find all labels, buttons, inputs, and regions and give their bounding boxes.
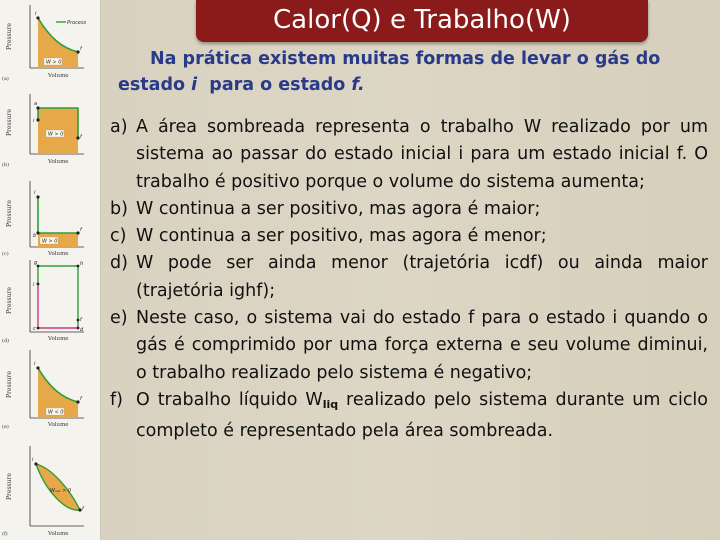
svg-text:(d): (d)	[2, 338, 10, 344]
svg-text:Volume: Volume	[48, 159, 69, 165]
list-item	[110, 223, 708, 250]
svg-text:(f): (f)	[2, 531, 8, 537]
list-item	[110, 305, 708, 387]
list-item	[110, 114, 708, 196]
svg-text:i: i	[32, 457, 34, 463]
list-item-text: W pode ser ainda menor (trajetória icdf) ou ainda maior (trajetória ighf);	[136, 253, 708, 301]
list-item-text: O trabalho líquido $W_{liq}$ realizado pelo sistema durante um ciclo completo é representado pela área sombreada.	[136, 389, 709, 442]
svg-text:i: i	[35, 11, 37, 17]
subtitle-line-1: Na prática existem muitas formas de levar o gás do	[150, 49, 661, 69]
pv-diagram-e	[0, 346, 100, 436]
list-marker: a)	[110, 117, 128, 137]
pv-diagram-b	[0, 90, 100, 180]
process-path	[38, 197, 78, 233]
svg-text:Volume: Volume	[48, 251, 69, 257]
list-item	[110, 250, 708, 305]
list-item-text: Neste caso, o sistema vai do estado f para o estado i quando o gás é comprimido por uma força externa e seu volume diminui, o trabalho realizado pelo sistema é negativo;	[136, 308, 708, 383]
page-title: Calor(Q) e Trabalho(W)	[196, 0, 648, 42]
svg-text:Volume: Volume	[48, 422, 69, 428]
pv-diagram-d	[0, 258, 100, 348]
pv-diagram-a	[0, 0, 100, 90]
svg-text:i: i	[34, 361, 36, 367]
svg-text:f: f	[80, 227, 82, 233]
svg-text:Pressure: Pressure	[6, 109, 13, 136]
legend-label: Process	[67, 20, 87, 26]
svg-text:Pressure: Pressure	[6, 371, 13, 398]
svg-text:Pressure: Pressure	[6, 200, 13, 227]
subtitle-line-2: estado i para o estado f.	[118, 75, 365, 95]
svg-text:a: a	[34, 101, 38, 107]
svg-text:c: c	[33, 326, 36, 332]
y-axis-label: Pressure	[6, 23, 13, 50]
subscript-liq: liq	[322, 397, 339, 411]
svg-text:Pressure: Pressure	[6, 287, 13, 314]
explanation-list	[110, 114, 708, 446]
svg-text:(c): (c)	[2, 251, 9, 257]
svg-text:(e): (e)	[2, 424, 9, 430]
panel-label: (a)	[2, 76, 9, 82]
svg-text:i: i	[34, 190, 36, 196]
subtitle	[118, 46, 678, 98]
svg-text:d: d	[80, 327, 84, 333]
pv-diagram-f	[0, 440, 100, 540]
svg-text:g: g	[34, 260, 38, 266]
list-marker: b)	[110, 198, 128, 219]
pv-diagram-c	[0, 175, 100, 265]
svg-text:Volume: Volume	[48, 336, 69, 342]
svg-text:f: f	[80, 317, 82, 323]
list-marker: c)	[110, 226, 127, 247]
svg-text:W > 0: W > 0	[48, 131, 64, 138]
svg-text:Pressure: Pressure	[6, 473, 13, 500]
list-marker: f)	[110, 389, 123, 410]
svg-text:f: f	[80, 46, 82, 52]
pv-diagrams-strip	[0, 0, 101, 540]
list-item-text: A área sombreada representa o trabalho W realizado por um sistema ao passar do estado inicial i para um estado inicial f. O trabalho é positivo porque o volume do sistema aumenta;	[136, 117, 708, 192]
svg-text:Wₙₑₜ > 0: Wₙₑₜ > 0	[50, 488, 72, 494]
path-ighf	[38, 266, 78, 326]
svg-text:f: f	[82, 506, 84, 512]
list-item	[110, 387, 708, 446]
svg-text:W < 0: W < 0	[48, 409, 64, 416]
svg-text:b: b	[33, 233, 37, 239]
x-axis-label: Volume	[48, 73, 69, 79]
svg-text:h: h	[80, 261, 84, 267]
svg-text:W > 0: W > 0	[42, 238, 58, 245]
svg-text:(b): (b)	[2, 162, 10, 168]
list-marker: e)	[110, 308, 128, 329]
svg-text:f: f	[80, 134, 82, 140]
list-item-text: W continua a ser positivo, mas agora é menor;	[136, 226, 547, 247]
list-marker: d)	[110, 253, 128, 274]
svg-text:i: i	[33, 118, 35, 124]
work-label: W > 0	[46, 59, 62, 66]
path-icdf	[38, 284, 78, 328]
svg-text:f: f	[80, 396, 82, 402]
svg-text:Volume: Volume	[48, 531, 69, 537]
list-item	[110, 196, 708, 223]
list-item-text: W continua a ser positivo, mas agora é maior;	[136, 198, 541, 219]
svg-text:i: i	[33, 282, 35, 288]
